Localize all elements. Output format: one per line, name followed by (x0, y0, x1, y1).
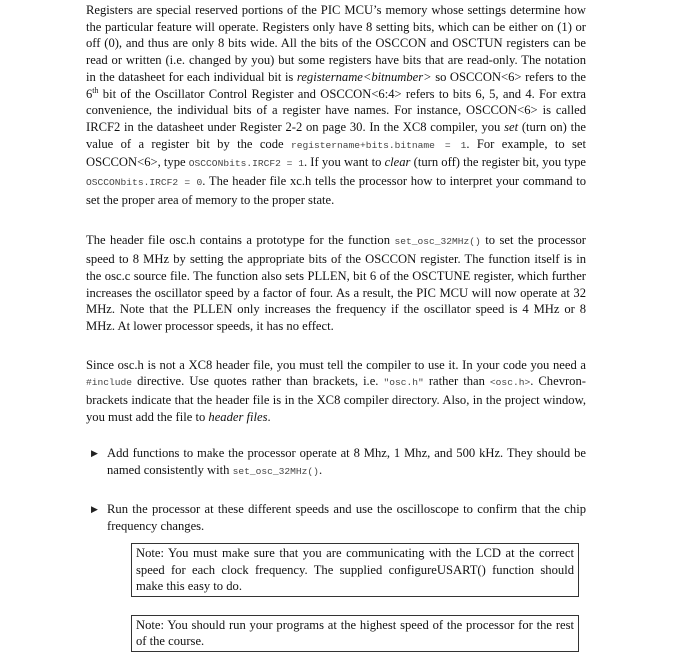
text-run: (turn off) the register bit, you type (410, 155, 586, 170)
text-run: . For example, to set OSCCON<6>, type (86, 136, 586, 170)
text-run: Add functions to make the processor operate at 8 Mhz, 1 Mhz, and 500 kHz. They should be named consistently with (107, 446, 586, 478)
text-run: . (318, 463, 323, 478)
triangle-bullet-icon: ▶ (91, 503, 98, 514)
spacer (86, 425, 586, 445)
text-run: Run the processor at these different speeds and use the oscilloscope to confirm that the chip frequency changes. (107, 501, 586, 533)
text-run: Registers are special reserved portions of the PIC MCU’s memory whose settings determine how the particular feature will operate. Registers only have 8 setting bits, which can be either on (1) or off (0), and thus are only 8 bits wide. All the bits of the OSCCON and OSCTUN registers can be read or written (i.e. changed by you) but some registers have bits that are read-only. The notation in the datasheet for each individual bit is (86, 3, 586, 84)
code-snippet: #include (86, 377, 133, 389)
text-run: (turn on) the value of a register bit by the code (86, 119, 586, 151)
code-snippet: set_osc_32MHz() (394, 236, 481, 248)
text-run: . Chevron-brackets indicate that the header file is in the XC8 compiler directory. Also, in the project window, you must add the file to (86, 374, 586, 424)
text-run: . The header file xc.h tells the processor how to interpret your command to set the proper area of memory to the proper state. (86, 174, 586, 207)
italic-term: set (504, 119, 519, 134)
note-box-lcd-speed: Note: You must make sure that you are communicating with the LCD at the correct speed for each clock frequency. The supplied configureUSART() function should make this easy to do. (131, 543, 579, 597)
spacer (86, 208, 586, 232)
document-page (86, 2, 586, 652)
notes-group (86, 543, 586, 652)
code-snippet: registername+bits.bitname = 1 (290, 139, 467, 151)
code-snippet: "osc.h" (383, 377, 424, 389)
text-run: rather than (423, 374, 490, 389)
text-run: so OSCCON<6> refers to the 6 (86, 69, 586, 101)
text-run: . If you want to (303, 155, 385, 170)
code-snippet: <osc.h> (489, 377, 531, 389)
code-snippet: OSCCONbits.IRCF2 = 1 (188, 158, 304, 170)
paragraph-registers (86, 2, 586, 208)
note-box-highest-speed: Note: You should run your programs at the highest speed of the processor for the rest of the course. (131, 615, 579, 652)
task-list (86, 445, 586, 534)
italic-term: clear (384, 155, 411, 170)
superscript: th (92, 85, 99, 95)
text-run: . (267, 409, 271, 424)
text-run: to set the processor speed to 8 MHz by setting the appropriate bits of the OSCCON register. The function itself is in the osc.c source file. The function also sets PLLEN, bit 6 of the OSCTUNE register, which further increases the oscillator speed by a factor of four. As a result, the PIC MCU will now operate at 32 MHz. Note that the PLLEN only increases the frequency if the oscillator speed is 4 MHz or 8 MHz. At lower processor speeds, it has no effect. (86, 233, 586, 333)
text-run: bit of the Oscillator Control Register and OSCCON<6:4> refers to bits 6, 5, and 4. For extra convenience, the individual bits of a register have names. For instance, OSCCON<6> is called IRCF2 in the datasheet under Register 2-2 on page 30. In the XC8 compiler, you (86, 86, 586, 134)
task-item-run-processor (86, 501, 586, 534)
text-run: Since osc.h is not a XC8 header file, you must tell the compiler to use it. In your code you need a (86, 357, 586, 372)
italic-term: header files (208, 409, 268, 424)
code-snippet: OSCCONbits.IRCF2 = 0 (86, 177, 203, 189)
spacer (86, 335, 586, 357)
paragraph-osc-header (86, 232, 586, 334)
triangle-bullet-icon: ▶ (91, 448, 98, 459)
italic-term: registername<bitnumber> (296, 69, 432, 84)
paragraph-include (86, 357, 586, 426)
code-snippet: set_osc_32MHz() (232, 466, 319, 478)
text-run: The header file osc.h contains a prototype for the function (86, 233, 395, 248)
text-run: directive. Use quotes rather than brackets, i.e. (132, 374, 384, 389)
task-item-add-functions (86, 445, 586, 480)
